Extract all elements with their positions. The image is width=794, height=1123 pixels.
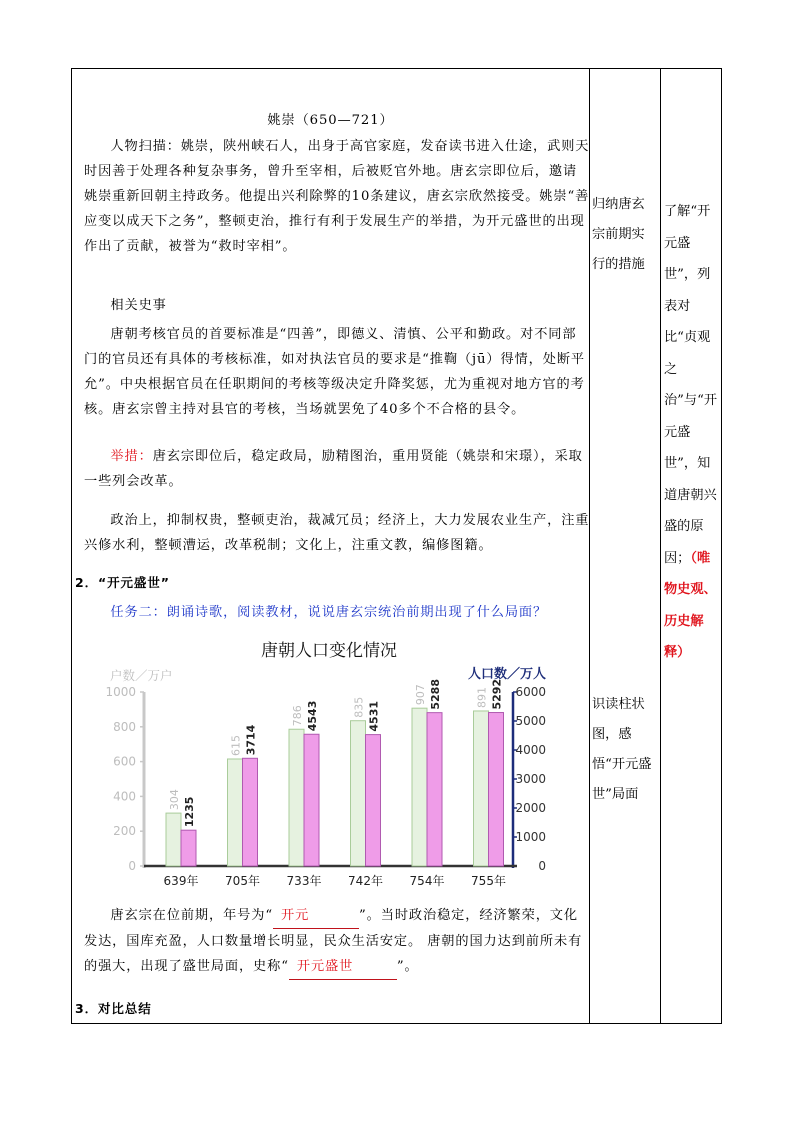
x-tick-label: 755年 — [471, 874, 506, 888]
bar-population-label: 1235 — [183, 796, 196, 828]
y-right-tick-label: 6000 — [515, 685, 546, 699]
chart-title: 唐朝人口变化情况 — [261, 641, 397, 661]
col2-measures-note: 归纳唐玄宗前期实行的措施 — [592, 197, 645, 272]
conclusion-mid: ”。当时政治稳定，经济繁荣，文化发达，国库充盈，人口数量增长明显，民众生活安定。 唐朝的国力达到前所未有的强大，出现了盛世局面，史称“ — [84, 908, 583, 974]
x-tick-label: 705年 — [225, 874, 260, 888]
y-right-tick-label: 4000 — [515, 743, 546, 757]
bar-households — [474, 711, 489, 866]
y-left-tick-label: 800 — [113, 719, 136, 734]
y-left-tick-label: 0 — [128, 859, 136, 873]
y-left-tick-label: 400 — [113, 789, 136, 804]
x-tick-label: 639年 — [163, 874, 199, 888]
conclusion-paragraph — [84, 903, 590, 980]
bar-population — [366, 735, 381, 866]
col2-chart-note: 识读柱状图，感悟“开元盛世”局面 — [592, 697, 652, 802]
x-tick-label: 733年 — [286, 874, 322, 888]
bar-households — [228, 759, 243, 866]
bar-population-label: 4531 — [367, 700, 381, 732]
y-right-label: 人口数／万人 — [468, 667, 547, 682]
bar-households — [412, 708, 427, 866]
col3-literacy: （唯物史观、历史解释） — [664, 550, 717, 660]
population-chart — [72, 630, 547, 895]
bar-population-label: 3714 — [244, 724, 258, 756]
bar-population-label: 5288 — [429, 679, 442, 710]
conclusion-post: ”。 — [396, 959, 419, 974]
measures-detail: 政治上，抑制权贵，整顿吏治，裁减冗员；经济上，大力发展农业生产，注重兴修水利，整顿漕运，改革税制；文化上，注重文教，编修图籍。 — [84, 513, 590, 553]
population-chart-svg — [72, 630, 547, 895]
person-scan: 人物扫描：姚崇，陕州峡石人，出身于高官家庭，发奋读书进入仕途，武则天时因善于处理各种复杂事务，曾升至宰相，后被贬官外地。唐玄宗即位后，邀请姚崇重新回朝主持政务。他提出兴利除弊的10条建议，唐玄宗欣然接受。姚崇“善应变以成天下之务”，整顿吏治，推行有利于发展生产的举措，为开元盛世的出现作出了贡献，被誉为“救时宰相”。 — [84, 139, 590, 254]
bar-households-label: 786 — [291, 705, 304, 727]
bar-households-label: 907 — [414, 684, 427, 706]
bar-households — [166, 813, 181, 866]
related-heading: 相关史事 — [110, 298, 167, 313]
bar-households-label: 835 — [352, 696, 366, 718]
answer-blank-2: 开元盛世 — [289, 954, 397, 980]
y-left-tick-label: 600 — [113, 754, 136, 769]
y-right-tick-label: 2000 — [515, 801, 546, 815]
conclusion-pre: 唐玄宗在位前期，年号为“ — [110, 908, 273, 923]
measures-label: 举措： — [110, 449, 153, 464]
y-left-tick-label: 1000 — [105, 685, 136, 699]
col3-objective — [664, 196, 720, 669]
y-left-tick-label: 200 — [113, 824, 136, 839]
bar-households — [289, 729, 304, 866]
y-left-label: 户数／万户 — [110, 668, 173, 683]
y-right-tick-label: 0 — [538, 859, 546, 873]
y-right-tick-label: 1000 — [515, 830, 546, 844]
bar-households-label: 615 — [229, 734, 243, 756]
column-divider-2 — [660, 68, 661, 1024]
task2: 任务二：朗诵诗歌，阅读教材，说说唐玄宗统治前期出现了什么局面？ — [110, 605, 548, 620]
y-right-tick-label: 5000 — [515, 714, 546, 728]
y-right-tick-label: 3000 — [515, 772, 546, 786]
answer-blank-1: 开元 — [273, 903, 359, 929]
bar-population — [427, 713, 442, 866]
bar-households — [351, 721, 366, 866]
related-text: 唐朝考核官员的首要标准是“四善”，即德义、清慎、公平和勤政。对不同部门的官员还有具体的考核标准，如对执法官员的要求是“推鞫（jū）得情，处断平允”。中央根据官员在任职期间的考核等级决定升降奖惩，尤为重视对地方官的考核。唐玄宗曾主持对县官的考核，当场就罢免了40多个不合格的县令。 — [84, 327, 585, 417]
bar-households-label: 891 — [475, 686, 489, 708]
bar-households-label: 304 — [168, 789, 181, 811]
bar-population-label: 4543 — [306, 700, 319, 732]
bar-population — [181, 830, 196, 866]
measures-text: 唐玄宗即位后，稳定政局，励精图治，重用贤能（姚崇和宋璟），采取一些列会改革。 — [84, 449, 583, 489]
section2-heading: 2．“开元盛世” — [75, 575, 170, 590]
measures-paragraph — [84, 444, 590, 494]
x-tick-label: 754年 — [409, 874, 445, 888]
bar-population-label: 5292 — [490, 678, 504, 710]
col3-text: 了解“开元盛世”，列表对比“贞观之治”与“开元盛世”，知道唐朝兴盛的原因； — [664, 204, 718, 566]
section3-heading: 3．对比总结 — [75, 1001, 152, 1016]
bar-population — [304, 734, 319, 866]
bar-population — [243, 758, 258, 866]
bar-population — [489, 713, 504, 866]
person-title: 姚崇（650—721） — [267, 113, 394, 128]
x-tick-label: 742年 — [348, 874, 383, 888]
